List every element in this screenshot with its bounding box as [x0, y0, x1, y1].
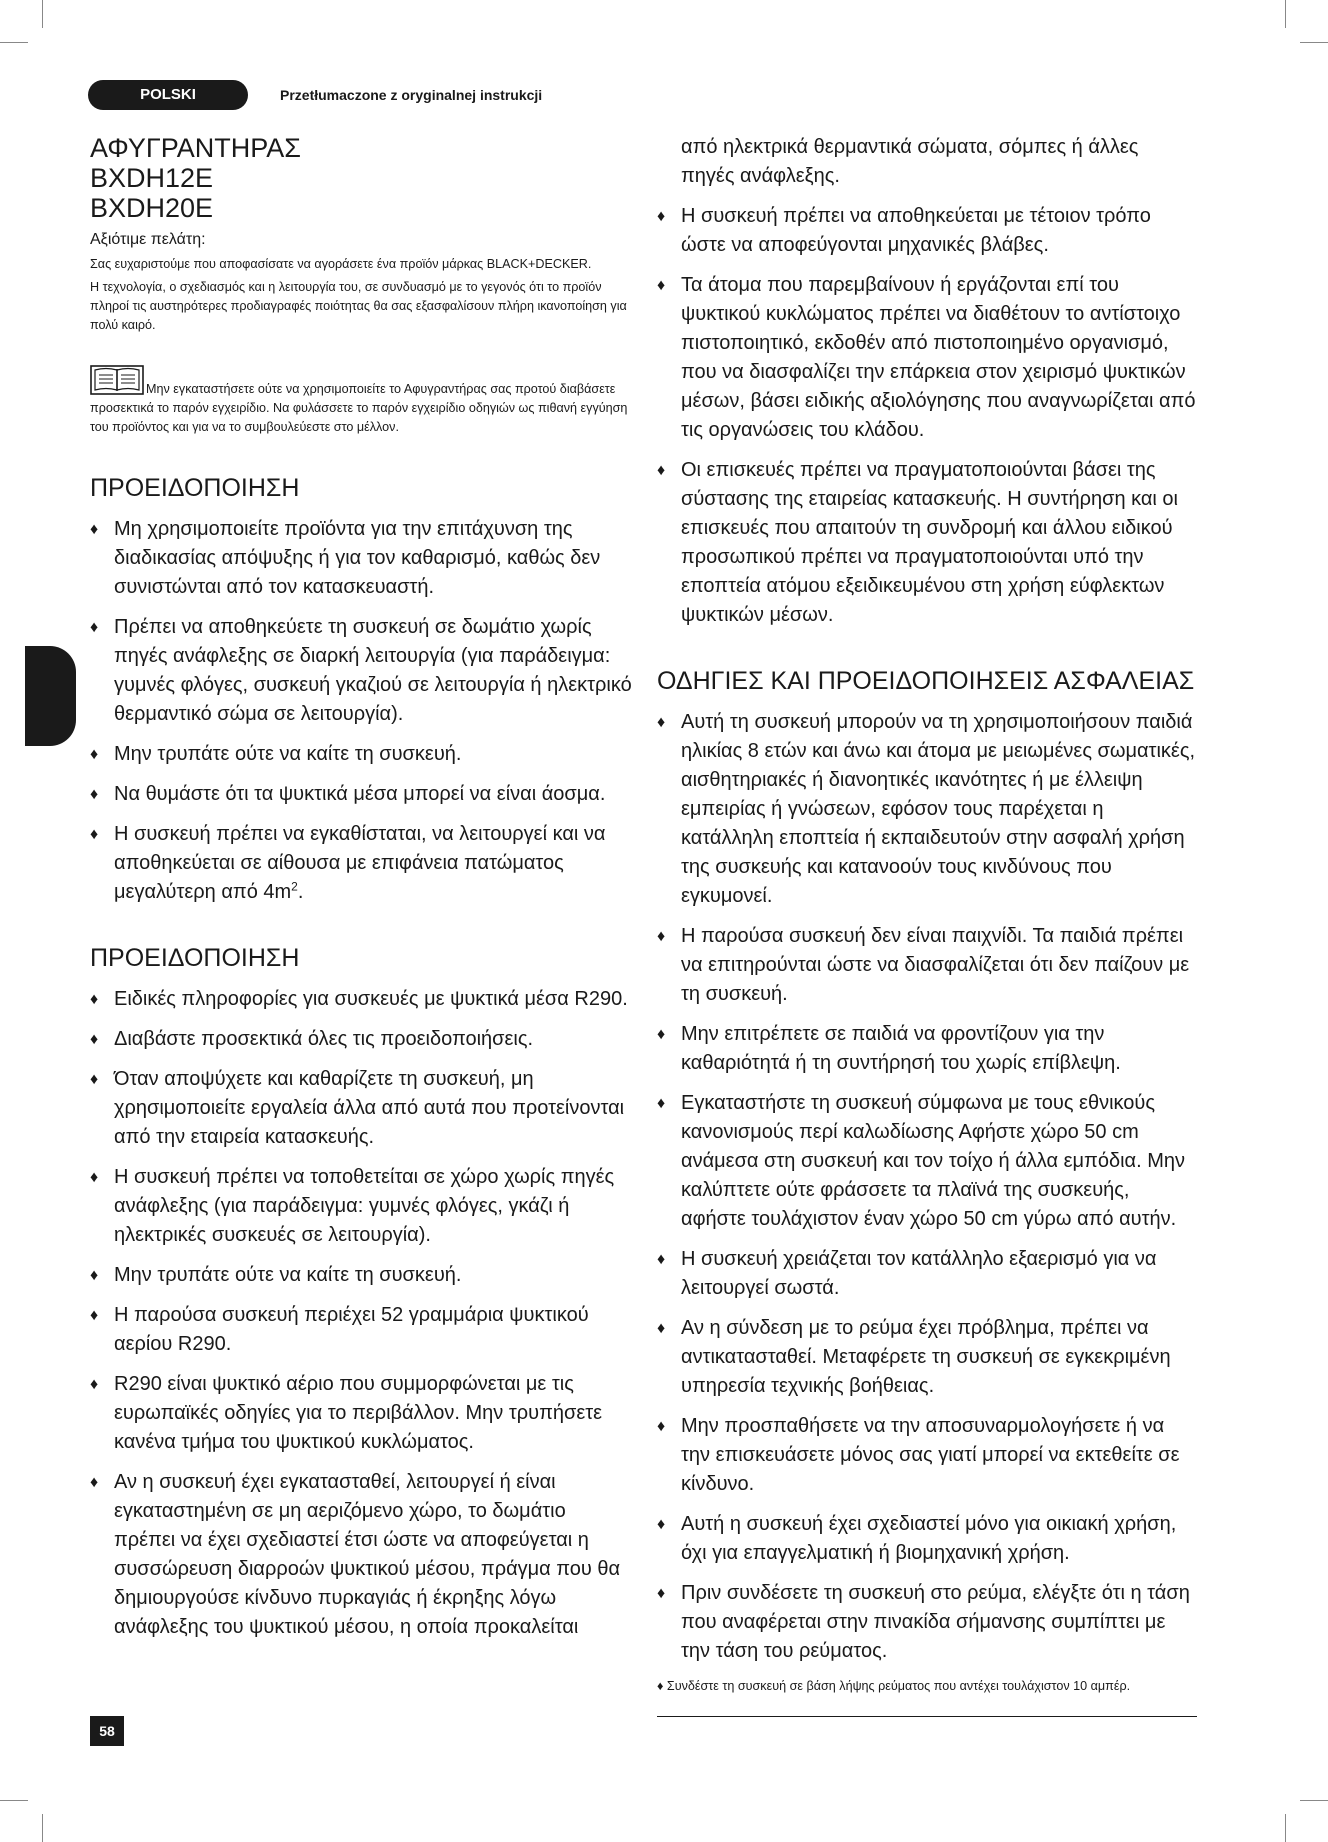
language-badge: POLSKI	[88, 80, 248, 110]
list-item: ♦ Αν η σύνδεση με το ρεύμα έχει πρόβλημα, πρέπει να αντικατασταθεί. Μεταφέρετε τη συσκευή σε εγκεκριμένη υπηρεσία τεχνικής βοήθειας.	[657, 1314, 1197, 1401]
small-list-item: ♦ Συνδέστε τη συσκευή σε βάση λήψης ρεύματος που αντέχει τουλάχιστον 10 αμπέρ.	[657, 1679, 1131, 1693]
superscript: 2	[291, 879, 298, 894]
warning-list	[90, 515, 632, 907]
greeting: Αξιότιμε πελάτη:	[90, 231, 206, 248]
crop-mark	[0, 1800, 28, 1801]
manual-note	[90, 365, 632, 437]
list-item: ♦ Εγκαταστήστε τη συσκευή σύμφωνα με τους εθνικούς κανονισμούς περί καλωδίωσης Αφήστε χώρο 50 cm ανάμεσα στη συσκευή και τον τοίχο ή άλλα εμπόδια. Μην καλύπτετε ούτε φράσσετε τα πλαϊνά της συσκευής, αφήστε τουλάχιστον έναν χώρο 50 cm γύρω από αυτήν.	[657, 1089, 1197, 1234]
list-item: ♦ Αυτή τη συσκευή μπορούν να τη χρησιμοποιήσουν παιδιά ηλικίας 8 ετών και άνω και άτομα με μειωμένες σωματικές, αισθητηριακές ή διανοητικές ικανότητες ή με έλλειψη εμπειρίας ή γνώσεων, εφόσον τους παρέχεται η κατάλληλη εποπτεία ή εκπαιδευτούν στην ασφαλή χρήση της συσκευής και κατανοούν τους κινδύνους που εγκυμονεί.	[657, 708, 1197, 911]
list-item: ♦ Αυτή η συσκευή έχει σχεδιαστεί μόνο για οικιακή χρήση, όχι για επαγγελματική ή βιομηχανική χρήση.	[657, 1510, 1197, 1568]
right-column	[657, 133, 1197, 1695]
crop-mark	[42, 0, 43, 28]
page-number: 58	[90, 1716, 124, 1746]
section-heading-warning: ΠΡΟΕΙΔΟΠΟΙΗΣΗ	[90, 944, 300, 972]
header-subtitle: Przetłumaczone z oryginalnej instrukcji	[280, 87, 543, 103]
continued-text: από ηλεκτρικά θερμαντικά σώματα, σόμπες ή άλλες πηγές ανάφλεξης.	[681, 136, 1139, 187]
crop-mark	[1285, 0, 1286, 28]
list-item: ♦ Τα άτομα που παρεμβαίνουν ή εργάζονται επί του ψυκτικού κυκλώματος πρέπει να διαθέτουν το αντίστοιχο πιστοποιητικό, εκδοθέν από πιστοποιημένο οργανισμό, που να διασφαλίζει την επάρκεια στον χειρισμό ψυκτικών μέσων, βάσει ειδικής αξιολόγησης που αναγνωρίζεται από τις οργανώσεις του κλάδου.	[657, 271, 1197, 445]
safety-list	[657, 708, 1197, 1666]
warning-list	[657, 202, 1197, 630]
intro-paragraph: Σας ευχαριστούμε που αποφασίσατε να αγοράσετε ένα προϊόν μάρκας BLACK+DECKER.	[90, 257, 592, 271]
section-heading-safety: ΟΔΗΓΙΕΣ ΚΑΙ ΠΡΟΕΙΔΟΠΟΙΗΣΕΙΣ ΑΣΦΑΛΕΙΑΣ	[657, 667, 1195, 695]
manual-note-text: Μην εγκαταστήσετε ούτε να χρησιμοποιείτε το Αφυγραντήρας σας προτού διαβάσετε προσεκτικά το παρόν εγχειρίδιο. Να φυλάσσετε το παρόν εγχειρίδιο οδηγιών ως πιθανή εγγύηση του προϊόντος και για να το συμβουλεύεστε στο μέλλον.	[90, 382, 628, 434]
list-item: ♦ Πριν συνδέσετε τη συσκευή στο ρεύμα, ελέγξτε ότι η τάση που αναφέρεται στην πινακίδα σήμανσης συμπίπτει με την τάση του ρεύματος.	[657, 1579, 1197, 1666]
list-item: ♦ R290 είναι ψυκτικό αέριο που συμμορφώνεται με τις ευρωπαϊκές οδηγίες για το περιβάλλον. Μην τρυπήσετε κανένα τμήμα του ψυκτικού κυκλώματος.	[90, 1370, 632, 1457]
list-item: ♦ Η παρούσα συσκευή περιέχει 52 γραμμάρια ψυκτικού αερίου R290.	[90, 1301, 632, 1359]
intro-paragraph: Η τεχνολογία, ο σχεδιασμός και η λειτουργία του, σε συνδυασμό με το γεγονός ότι το προϊόν πληροί τις αυστηρότερες προδιαγραφές ποιότητας θα σας εξασφαλίσουν πλήρη ικανοποίηση για πολύ καιρό.	[90, 280, 627, 332]
list-item: ♦ Αν η συσκευή έχει εγκατασταθεί, λειτουργεί ή είναι εγκαταστημένη σε μη αεριζόμενο χώρο, το δωμάτιο πρέπει να έχει σχεδιαστεί έτσι ώστε να αποφεύγεται η συσσώρευση διαρροών ψυκτικού μέσου, πράγμα που θα δημιουργούσε κίνδυνο πυρκαγιάς ή έκρηξης λόγω ανάφλεξης του ψυκτικού μέσου, η οποία προκαλείται	[90, 1468, 632, 1642]
list-item: ♦ Μην επιτρέπετε σε παιδιά να φροντίζουν για την καθαριότητά ή τη συντήρησή του χωρίς επίβλεψη.	[657, 1020, 1197, 1078]
left-column	[90, 133, 632, 1653]
section-tab-marker	[25, 646, 76, 746]
crop-mark	[1300, 42, 1328, 43]
list-item: ♦ Όταν αποψύχετε και καθαρίζετε τη συσκευή, μη χρησιμοποιείτε εργαλεία άλλα από αυτά που προτείνονται από την εταιρεία κατασκευής.	[90, 1065, 632, 1152]
list-item-text: Η συσκευή πρέπει να εγκαθίσταται, να λειτουργεί και να αποθηκεύεται σε αίθουσα με επιφάνεια πατώματος μεγαλύτερη από 4m	[114, 823, 606, 903]
model-number: BXDH20E	[90, 193, 214, 223]
list-item: ♦ Μην τρυπάτε ούτε να καίτε τη συσκευή.	[90, 740, 632, 769]
list-item-end: .	[297, 881, 304, 903]
list-item	[90, 820, 632, 907]
list-item: ♦ Μη χρησιμοποιείτε προϊόντα για την επιτάχυνση της διαδικασίας απόψυξης ή για τον καθαρισμό, καθώς δεν συνιστώνται από τον κατασκευαστή.	[90, 515, 632, 602]
warning-list	[90, 985, 632, 1642]
crop-mark	[0, 42, 28, 43]
list-item: ♦ Μην προσπαθήσετε να την αποσυναρμολογήσετε ή να την επισκευάσετε μόνος σας γιατί μπορεί να εκτεθείτε σε κίνδυνο.	[657, 1412, 1197, 1499]
list-item: ♦ Οι επισκευές πρέπει να πραγματοποιούνται βάσει της σύστασης της εταιρείας κατασκευής. Η συντήρηση και οι επισκευές που απαιτούν τη συνδρομή και άλλου ειδικού προσωπικού πρέπει να πραγματοποιούνται υπό την εποπτεία ατόμου εξειδικευμένου στη χρήση εύφλεκτων ψυκτικών μέσων.	[657, 456, 1197, 630]
product-title: ΑΦΥΓΡΑΝΤΗΡΑΣ	[90, 133, 301, 163]
model-number: BXDH12E	[90, 163, 214, 193]
footer-rule	[657, 1716, 1197, 1717]
crop-mark	[1285, 1814, 1286, 1842]
open-book-icon	[90, 365, 144, 395]
list-item: ♦ Πρέπει να αποθηκεύετε τη συσκευή σε δωμάτιο χωρίς πηγές ανάφλεξης σε διαρκή λειτουργία (για παράδειγμα: γυμνές φλόγες, συσκευή γκαζιού σε λειτουργία ή ηλεκτρικό θερμαντικό σώμα σε λειτουργία).	[90, 613, 632, 729]
list-item: ♦ Διαβάστε προσεκτικά όλες τις προειδοποιήσεις.	[90, 1025, 632, 1054]
section-heading-warning: ΠΡΟΕΙΔΟΠΟΙΗΣΗ	[90, 474, 300, 502]
list-item: ♦ Η συσκευή πρέπει να αποθηκεύεται με τέτοιον τρόπο ώστε να αποφεύγονται μηχανικές βλάβες.	[657, 202, 1197, 260]
crop-mark	[1300, 1800, 1328, 1801]
list-item: ♦ Ειδικές πληροφορίες για συσκευές με ψυκτικά μέσα R290.	[90, 985, 632, 1014]
list-item: ♦ Η παρούσα συσκευή δεν είναι παιχνίδι. Τα παιδιά πρέπει να επιτηρούνται ώστε να διασφαλίζεται ότι δεν παίζουν με τη συσκευή.	[657, 922, 1197, 1009]
list-item: ♦ Να θυμάστε ότι τα ψυκτικά μέσα μπορεί να είναι άοσμα.	[90, 780, 632, 809]
list-item: ♦ Η συσκευή πρέπει να τοποθετείται σε χώρο χωρίς πηγές ανάφλεξης (για παράδειγμα: γυμνές φλόγες, γκάζι ή ηλεκτρικές συσκευές σε λειτουργία).	[90, 1163, 632, 1250]
crop-mark	[42, 1814, 43, 1842]
list-item: ♦ Μην τρυπάτε ούτε να καίτε τη συσκευή.	[90, 1261, 632, 1290]
list-item: ♦ Η συσκευή χρειάζεται τον κατάλληλο εξαερισμό για να λειτουργεί σωστά.	[657, 1245, 1197, 1303]
